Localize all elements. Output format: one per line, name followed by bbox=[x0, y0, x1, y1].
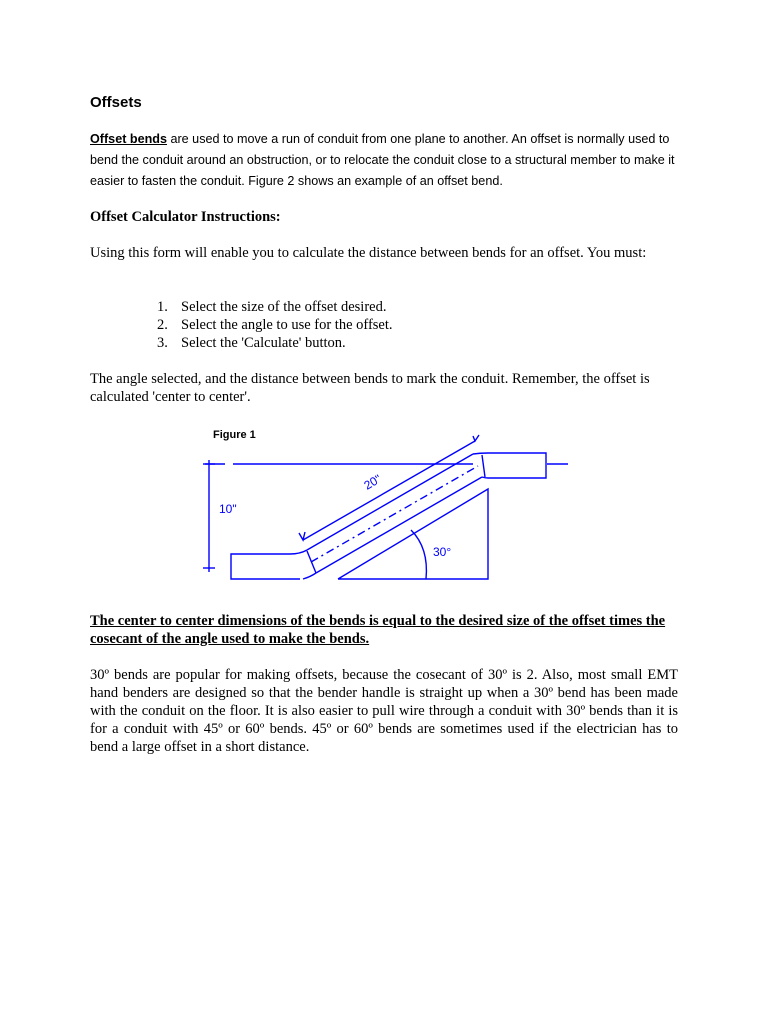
step-item bbox=[157, 316, 393, 334]
conduit-bend bbox=[303, 573, 316, 579]
offset-bend-figure bbox=[195, 420, 575, 590]
step-number: 3. bbox=[157, 335, 168, 351]
conduit-lower-run bbox=[231, 550, 307, 579]
step-text: Select the angle to use for the offset. bbox=[181, 317, 393, 333]
conduit-lower-edge bbox=[316, 477, 482, 573]
angle-arc bbox=[411, 530, 426, 579]
step-number: 1. bbox=[157, 299, 168, 315]
conduit-drawing bbox=[203, 435, 568, 579]
intro-text: are used to move a run of conduit from one plane to another. An offset is normally used to bend the conduit around an obstruction, or to relocate the conduit close to a structural member to make it easier to fasten the conduit. Figure 2 shows an example of an offset bend. bbox=[90, 132, 675, 188]
closing-paragraph: 30º bends are popular for making offsets, because the cosecant of 30º is 2. Also, most small EMT hand benders are designed so that the bender handle is straight up when a 30º bend has been made with the conduit on the floor. It is also easier to pull wire through a conduit with 30º bends than it is for a conduit with 45º or 60º bends. 45º or 60º bends are sometimes used if the electrician has to bend a large offset in a short distance. bbox=[90, 667, 678, 755]
step-item bbox=[157, 334, 393, 352]
offset-bends-term: Offset bends bbox=[90, 132, 167, 146]
length-dimension-line bbox=[303, 441, 475, 540]
step-number: 2. bbox=[157, 317, 168, 333]
conduit-centerline bbox=[311, 466, 478, 562]
step-text: Select the size of the offset desired. bbox=[181, 299, 387, 315]
figure-label: Figure 1 bbox=[213, 429, 256, 441]
dimension-arrow bbox=[473, 435, 479, 441]
section-heading: Offsets bbox=[90, 94, 142, 111]
conduit-upper-edge bbox=[307, 454, 473, 550]
length-label: 20" bbox=[361, 471, 384, 493]
instruction-steps bbox=[157, 298, 393, 352]
angle-paragraph: The angle selected, and the distance between bends to mark the conduit. Remember, the offset is calculated 'center to center'. bbox=[90, 371, 650, 405]
step-item bbox=[157, 298, 393, 316]
angle-label: 30° bbox=[433, 545, 452, 559]
instructions-title: Offset Calculator Instructions: bbox=[90, 209, 281, 225]
bend-mark bbox=[482, 455, 485, 477]
step-text: Select the 'Calculate' button. bbox=[181, 335, 346, 351]
cosecant-rule: The center to center dimensions of the bends is equal to the desired size of the offset times the cosecant of the angle used to make the bends. bbox=[90, 613, 666, 647]
height-label: 10" bbox=[219, 502, 237, 516]
intro-paragraph bbox=[90, 129, 690, 192]
instructions-lead: Using this form will enable you to calculate the distance between bends for an offset. You must: bbox=[90, 245, 647, 261]
